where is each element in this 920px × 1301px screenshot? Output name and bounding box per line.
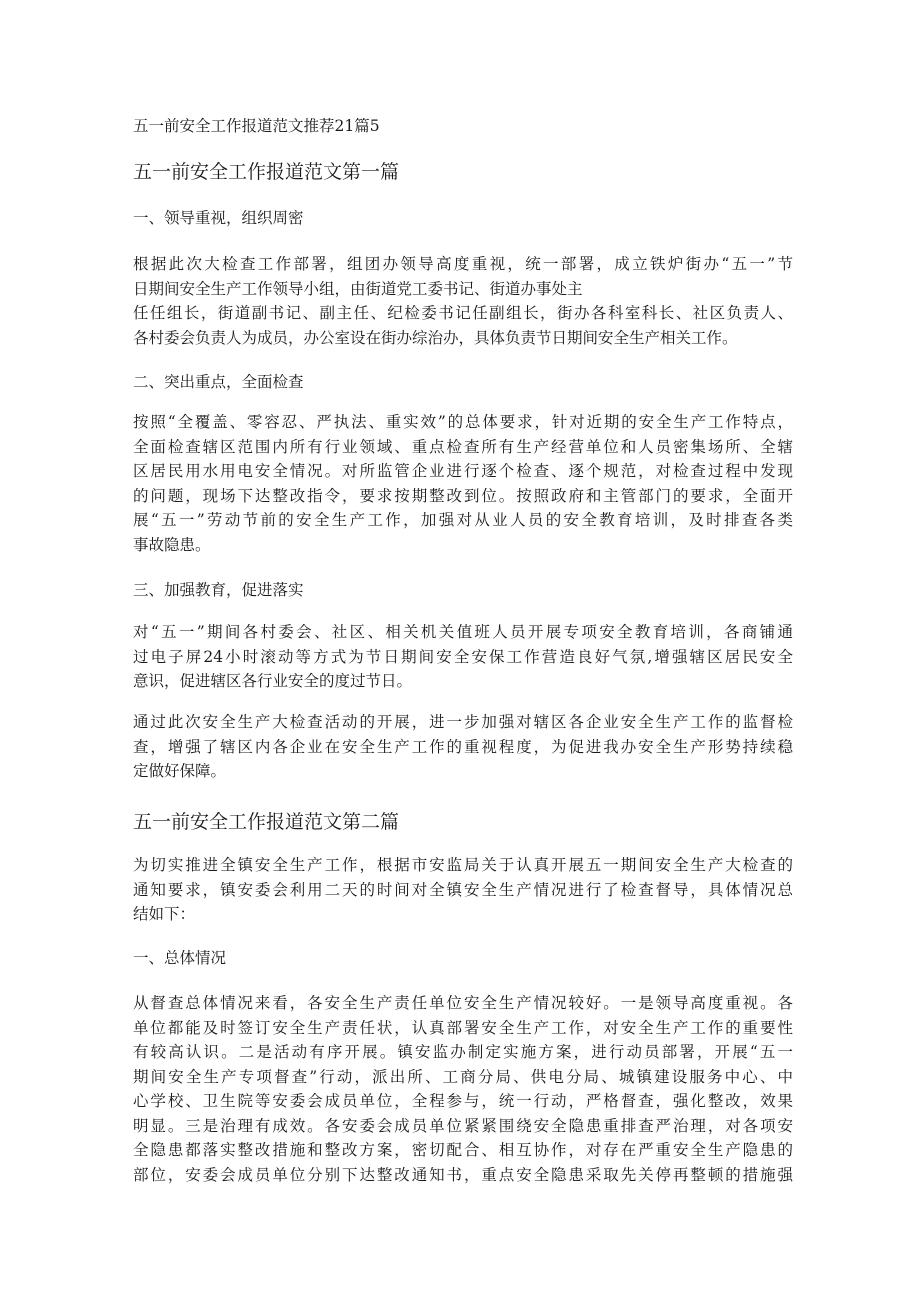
- text-line: 意识，促进辖区各行业安全的度过节日。: [133, 672, 413, 690]
- text-line: 单位都能及时签订安全生产责任状，认真部署安全生产工作，对安全生产工作的重要性: [133, 1018, 793, 1037]
- text-line: 按照“全覆盖、零容忍、严执法、重实效”的总体要求，针对近期的安全生产工作特点，: [133, 413, 793, 431]
- text-line: 的问题，现场下达整改指令，要求按期整改到位。按照政府和主管部门的要求，全面开: [133, 486, 793, 505]
- text-line: 心学校、卫生院等安委会成员单位，全程参与，统一行动，严格督查，强化整改，效果: [133, 1092, 793, 1110]
- text-line: 明显。三是治理有成效。各安委会成员单位紧紧围绕安全隐患重排查严治理，对各项安: [133, 1116, 793, 1135]
- article1-paragraph4: [133, 710, 793, 784]
- text-line: 定做好保障。: [133, 762, 227, 780]
- text-line: 通过此次安全生产大检查活动的开展，进一步加强对辖区各企业安全生产工作的监督检: [133, 713, 793, 731]
- text-line: 过电子屏24小时滚动等方式为节日期间安全安保工作营造良好气氛,增强辖区居民安全: [133, 647, 793, 666]
- article1-paragraph1: [133, 252, 793, 350]
- document-title: 五一前安全工作报道范文推荐21篇5: [133, 117, 380, 135]
- text-line: 根据此次大检查工作部署，组团办领导高度重视，统一部署，成立铁炉街办“五一”节: [133, 255, 793, 273]
- text-line: 为切实推进全镇安全生产工作，根据市安监局关于认真开展五一期间安全生产大检查的: [133, 856, 793, 874]
- text-line: 各村委会负责人为成员，办公室设在街办综治办，具体负责节日期间安全生产相关工作。: [133, 328, 738, 347]
- text-line: 部位，安委会成员单位分别下达整改通知书，重点安全隐患采取先关停再整顿的措施强: [133, 1165, 793, 1184]
- article1-section2-heading: 二、突出重点，全面检查: [133, 373, 304, 391]
- text-line: 全面检查辖区范围内所有行业领域、重点检查所有生产经营单位和人员密集场所、全辖: [133, 437, 793, 456]
- article1-paragraph2: [133, 410, 793, 557]
- text-line: 对“五一”期间各村委会、社区、相关机关值班人员开展专项安全教育培训，各商铺通: [133, 623, 793, 641]
- text-line: 区居民用水用电安全情况。对所监管企业进行逐个检查、逐个规范，对检查过程中发现: [133, 462, 793, 480]
- text-line: 期间安全生产专项督查”行动，派出所、工商分局、供电分局、城镇建设服务中心、中: [133, 1067, 793, 1086]
- article2-section1-heading: 一、总体情况: [133, 949, 227, 967]
- article1-section3-heading: 三、加强教育，促进落实: [133, 581, 304, 599]
- article1-section1-heading: 一、领导重视，组织周密: [133, 209, 304, 227]
- article1-paragraph3: [133, 620, 793, 694]
- text-line: 全隐患都落实整改措施和整改方案，密切配合、相互协作，对存在严重安全生产隐患的: [133, 1141, 793, 1159]
- text-line: 有较高认识。二是活动有序开展。镇安监办制定实施方案，进行动员部署，开展“五一: [133, 1043, 793, 1061]
- text-line: 事故隐患。: [133, 535, 211, 554]
- article2-intro: [133, 853, 793, 927]
- text-line: 通知要求，镇安委会利用二天的时间对全镇安全生产情况进行了检查督导，具体情况总: [133, 880, 793, 899]
- text-line: 展“五一”劳动节前的安全生产工作，加强对从业人员的安全教育培训，及时排查各类: [133, 511, 793, 529]
- text-line: 结如下：: [133, 905, 196, 923]
- article2-heading: 五一前安全工作报道范文第二篇: [133, 811, 400, 833]
- text-line: 任任组长，街道副书记、副主任、纪检委书记任副组长，街办各科室科长、社区负责人、: [133, 304, 793, 322]
- text-line: 日期间安全生产工作领导小组，由街道党工委书记、街道办事处主: [133, 279, 583, 298]
- article2-paragraph1: [133, 991, 793, 1187]
- text-line: 查，增强了辖区内各企业在安全生产工作的重视程度，为促进我办安全生产形势持续稳: [133, 737, 793, 756]
- text-line: 从督查总体情况来看，各安全生产责任单位安全生产情况较好。一是领导高度重视。各: [133, 994, 793, 1012]
- article1-heading: 五一前安全工作报道范文第一篇: [133, 161, 400, 183]
